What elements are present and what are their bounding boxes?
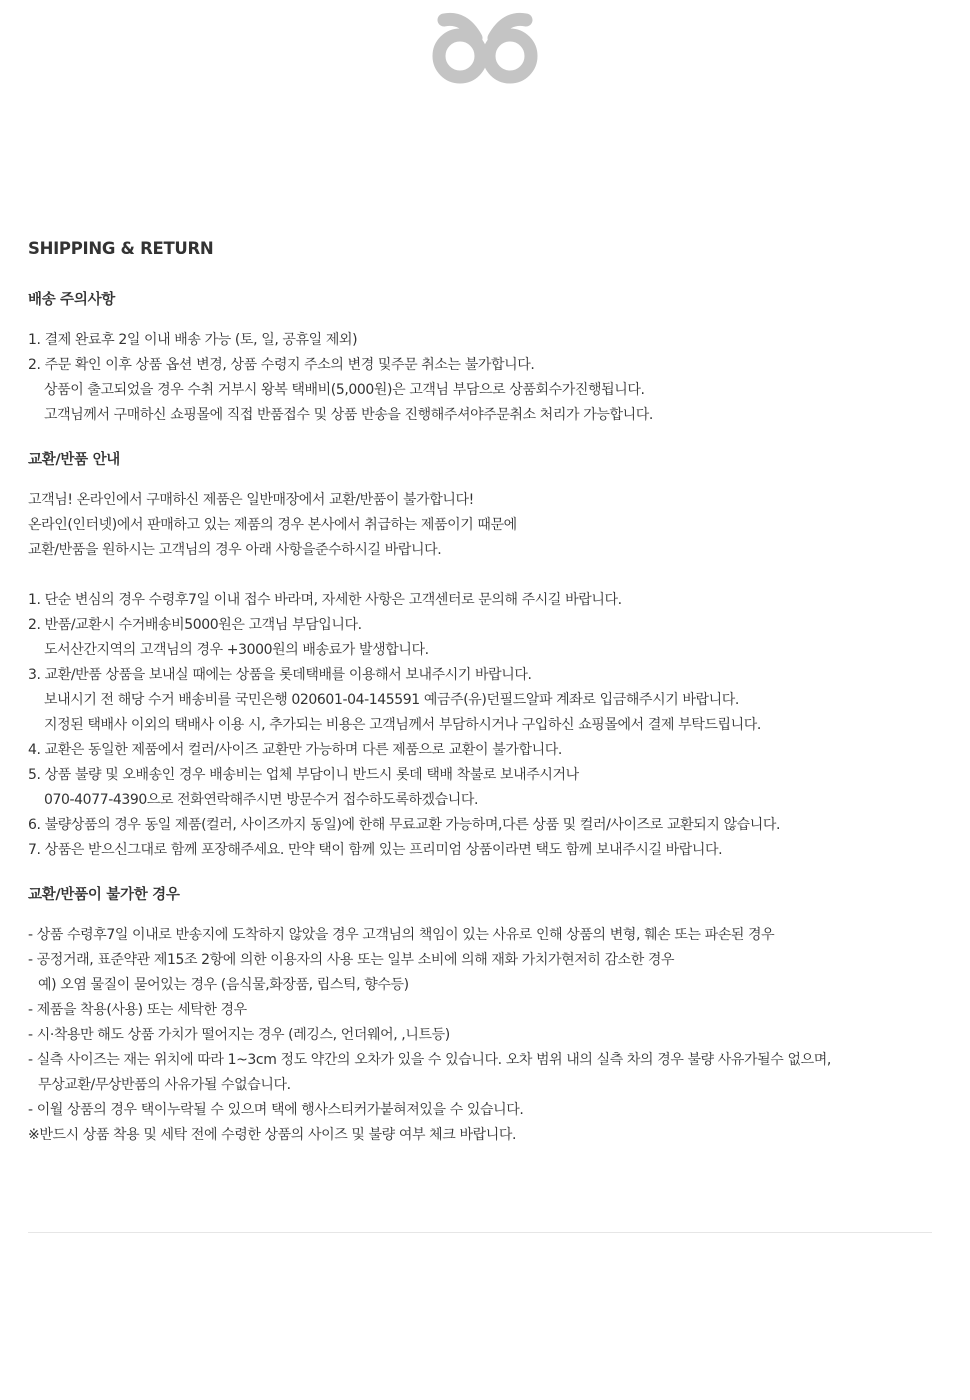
list-item: 5. 상품 불량 및 오배송인 경우 배송비는 업체 부담이니 반드시 롯데 택배 착불로 보내주시거나	[28, 767, 579, 783]
list-item: 온라인(인터넷)에서 판매하고 있는 제품의 경우 본사에서 취급하는 제품이기 때문에	[28, 517, 517, 533]
list-item: - 제품을 착용(사용) 또는 세탁한 경우	[28, 1002, 247, 1018]
list-item: 고객님! 온라인에서 구매하신 제품은 일반매장에서 교환/반품이 불가합니다!	[28, 492, 474, 508]
list-item: 7. 상품은 받으신그대로 함께 포장해주세요. 만약 택이 함께 있는 프리미엄 상품이라면 택도 함께 보내주시길 바랍니다.	[28, 842, 723, 858]
list-item: - 공정거래, 표준약관 제15조 2항에 의한 이용자의 사용 또는 일부 소비에 의해 재화 가치가현저히 감소한 경우	[28, 952, 675, 968]
list-item: 4. 교환은 동일한 제품에서 컬러/사이즈 교환만 가능하며 다른 제품으로 교환이 불가합니다.	[28, 742, 562, 758]
list-item: 2. 주문 확인 이후 상품 옵션 변경, 상품 수령지 주소의 변경 및주문 취소는 불가합니다.	[28, 357, 535, 373]
brand-logo-icon	[430, 8, 540, 84]
notice-line: ※반드시 상품 착용 및 세탁 전에 수령한 상품의 사이즈 및 불량 여부 체크 바랍니다.	[28, 1127, 516, 1143]
list-item: - 시·착용만 해도 상품 가치가 떨어지는 경우 (레깅스, 언더웨어, ,니트등)	[28, 1027, 450, 1043]
list-item: 070-4077-4390으로 전화연락해주시면 방문수거 접수하도록하겠습니다.	[44, 792, 479, 808]
list-item: 1. 결제 완료후 2일 이내 배송 가능 (토, 일, 공휴일 제외)	[28, 332, 358, 348]
list-item: - 이월 상품의 경우 택이누락될 수 있으며 택에 행사스티커가붙혀져있을 수 있습니다.	[28, 1102, 524, 1118]
list-item: 3. 교환/반품 상품을 보내실 때에는 상품을 롯데택배를 이용해서 보내주시기 바랍니다.	[28, 667, 532, 683]
list-item: 무상교환/무상반품의 사유가될 수없습니다.	[38, 1077, 291, 1093]
list-item: 예) 오염 물질이 묻어있는 경우 (음식물,화장품, 립스틱, 향수등)	[38, 977, 409, 993]
list-item: 1. 단순 변심의 경우 수령후7일 이내 접수 바라며, 자세한 사항은 고객센터로 문의해 주시길 바랍니다.	[28, 592, 622, 608]
list-item: 교환/반품을 원하시는 고객님의 경우 아래 사항을준수하시길 바랍니다.	[28, 542, 442, 558]
list-item: 도서산간지역의 고객님의 경우 +3000원의 배송료가 발생합니다.	[44, 642, 429, 658]
section-heading-non-returnable-cases: 교환/반품이 불가한 경우	[28, 887, 180, 903]
list-item: 상품이 출고되었을 경우 수취 거부시 왕복 택배비(5,000원)은 고객님 부담으로 상품회수가진행됩니다.	[44, 382, 645, 398]
list-item: 보내시기 전 해당 수거 배송비를 국민은행 020601-04-145591 예금주(유)던필드알파 계좌로 입금해주시기 바랍니다.	[44, 692, 739, 708]
list-item: 고객님께서 구매하신 쇼핑몰에 직접 반품접수 및 상품 반송을 진행해주셔야주문취소 처리가 가능합니다.	[44, 407, 653, 423]
list-item: 2. 반품/교환시 수거배송비5000원은 고객님 부담입니다.	[28, 617, 362, 633]
page-title: SHIPPING & RETURN	[28, 239, 214, 258]
list-item: - 상품 수령후7일 이내로 반송지에 도착하지 않았을 경우 고객님의 책임이 있는 사유로 인해 상품의 변형, 훼손 또는 파손된 경우	[28, 927, 775, 943]
divider	[28, 1232, 932, 1233]
section-heading-shipping-notice: 배송 주의사항	[28, 292, 115, 308]
list-item: 지정된 택배사 이외의 택배사 이용 시, 추가되는 비용은 고객님께서 부담하시거나 구입하신 쇼핑몰에서 결제 부탁드립니다.	[44, 717, 761, 733]
section-heading-exchange-return-guide: 교환/반품 안내	[28, 452, 120, 468]
shipping-return-content	[28, 236, 938, 1148]
list-item: 6. 불량상품의 경우 동일 제품(컬러, 사이즈까지 동일)에 한해 무료교환 가능하며,다른 상품 및 컬러/사이즈로 교환되지 않습니다.	[28, 817, 781, 833]
list-item: - 실측 사이즈는 재는 위치에 따라 1~3cm 정도 약간의 오차가 있을 수 있습니다. 오차 범위 내의 실측 차의 경우 불량 사유가될수 없으며,	[28, 1052, 831, 1068]
